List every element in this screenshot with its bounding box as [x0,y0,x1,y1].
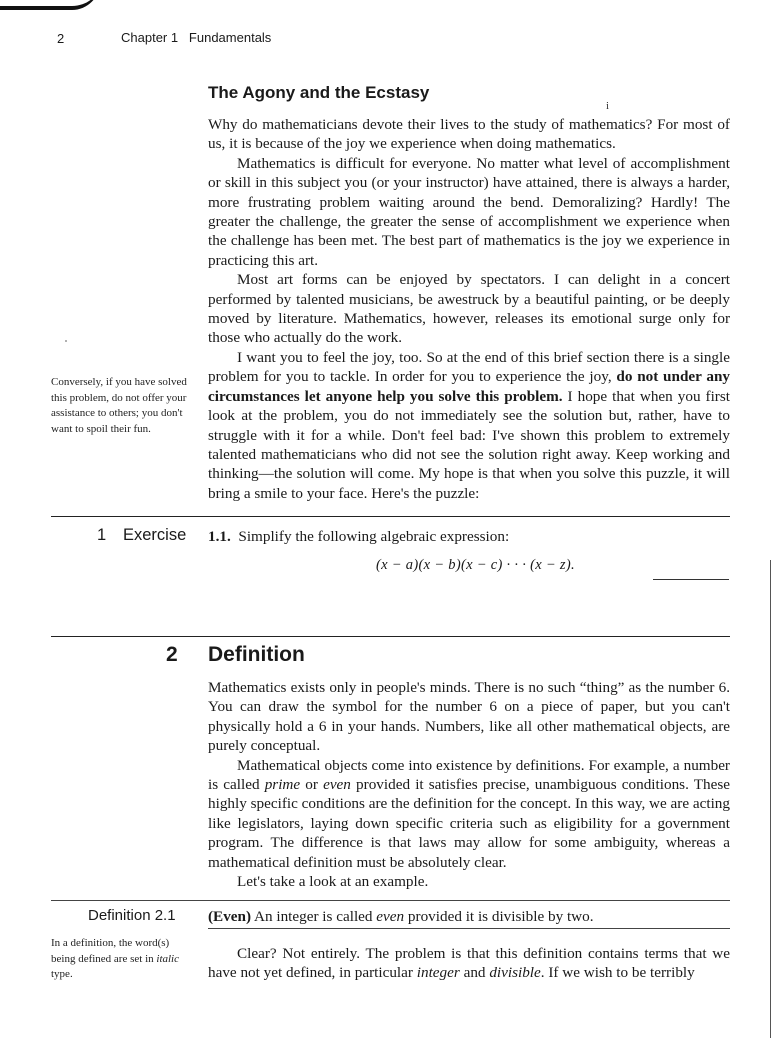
after-and: and [459,964,490,982]
word-even: even [323,776,351,794]
agony-paragraph-4 [208,348,730,503]
def-text-b: provided it is divisible by two. [404,908,594,925]
p2-text-b: provided it satisfies precise, unambiguous conditions. These highly specific conditions are the definition for the concept. In this way, we are acting like legislators, laying down specific criteria such as eligibility for a government program. The difference is that laws may allow for some ambiguity, whereas a mathematical definition must be absolutely clear. [208,776,731,871]
def-text-a: An integer is called [251,908,377,925]
agony-paragraph-1: Why do mathematicians devote their lives to the study of mathematics? For most of us, it is because of the joy we experience when doing mathematics. [208,116,730,153]
after-definition-body [208,944,730,983]
after-text-a: Clear? Not entirely. The problem is that this definition contains terms that we have not yet defined, in particular [208,945,730,982]
definition-box-top-rule [51,900,730,901]
after-definition-paragraph [208,944,730,983]
agony-body [208,115,730,503]
scan-speck [65,340,67,342]
running-head: Chapter 1 Fundamentals [121,30,272,45]
p4-text-a: I want you to feel the joy, too. So at the end of this brief section there is a single problem for you to tackle. In order for you to experience the joy, [208,348,730,386]
exercise-statement [208,528,509,546]
p2-or: or [300,776,324,794]
exercise-top-rule [51,516,730,517]
exercise-label: Exercise [123,526,187,544]
definition-section-rule [51,636,730,637]
exercise-text: Simplify the following algebraic expression: [238,528,510,545]
definition-body [208,678,730,891]
margin-note-conversely: Conversely, if you have solved this problem, do not offer your assistance to others; you don't want to spoil their fun. [51,376,187,435]
section-number: 2 [166,643,178,666]
definition-paragraph-3: Let's take a look at an example. [237,873,429,891]
word-divisible: divisible [489,964,541,982]
exercise-number: 1 [97,526,107,544]
definition-paragraph-1: Mathematics exists only in people's minds. There is no such “thing” as the number 6. You can draw the symbol for the number 6 on a piece of paper, but you can't physically hold a 6 in your hands. Numbers, like all other mathematical objects, are purely conceptual. [208,679,730,755]
answer-line [653,579,729,580]
margin-note-italic [51,936,196,983]
definition-term: (Even) [208,908,252,925]
word-prime: prime [264,776,301,794]
margin-note-a: In a definition, the word(s) being defined are set in [51,937,170,965]
p4-text-b: I hope that when you first look at the problem, you do not immediately see the solution but, rather, have to struggle with it for a while. Don't feel bad: I've shown this problem to extremely talented mathematicians who did not see the solution right away. Keep working and thinking—the solution will come. My hope is that when you solve this puzzle, it will bring a smile to your face. Here's the puzzle: [208,387,730,502]
margin-note-italic-word: italic [156,952,179,965]
def-word-even: even [376,908,405,925]
after-text-b: . If we wish to be terribly [540,964,695,982]
p4-bold-warning: do not under any circumstances let anyone help you solve this problem. [208,368,730,405]
definition-box-bottom-rule [208,928,730,929]
exercise-id: 1.1. [208,528,231,545]
definition-2-1-statement [208,908,594,926]
page-number: 2 [57,31,65,46]
word-integer: integer [416,964,460,982]
agony-paragraph-2: Mathematics is difficult for everyone. No matter what level of accomplishment or skill in this subject you (or your instructor) have attained, there is always a harder, more frustrating problem waiting around the bend. Demoralizing? Hardly! The greater the challenge, the greater the sense of accomplishment we experience when the challenge has been met. The best part of mathematics is the joy we experience in practicing this art. [208,154,730,269]
page-edge-shadow [0,0,100,10]
binding-edge-line [770,560,771,1038]
exercise-formula: (x − a)(x − b)(x − c) · · · (x − z). [376,557,575,573]
stray-mark: i [606,100,610,112]
section-title-agony: The Agony and the Ecstasy [208,83,430,102]
agony-paragraph-3: Most art forms can be enjoyed by spectators. I can delight in a concert performed by talented musicians, be awestruck by a beautiful painting, or be deeply moved by literature. Mathematics, however, releases its emotional surge only for those who actually do the work. [208,271,730,347]
definition-paragraph-2 [208,756,730,872]
margin-note-b: type. [51,968,73,980]
p2-text-a: Mathematical objects come into existence by definitions. For example, a number is called [208,756,730,794]
definition-2-1-label: Definition 2.1 [88,907,176,924]
section-title-definition: Definition [208,643,305,666]
